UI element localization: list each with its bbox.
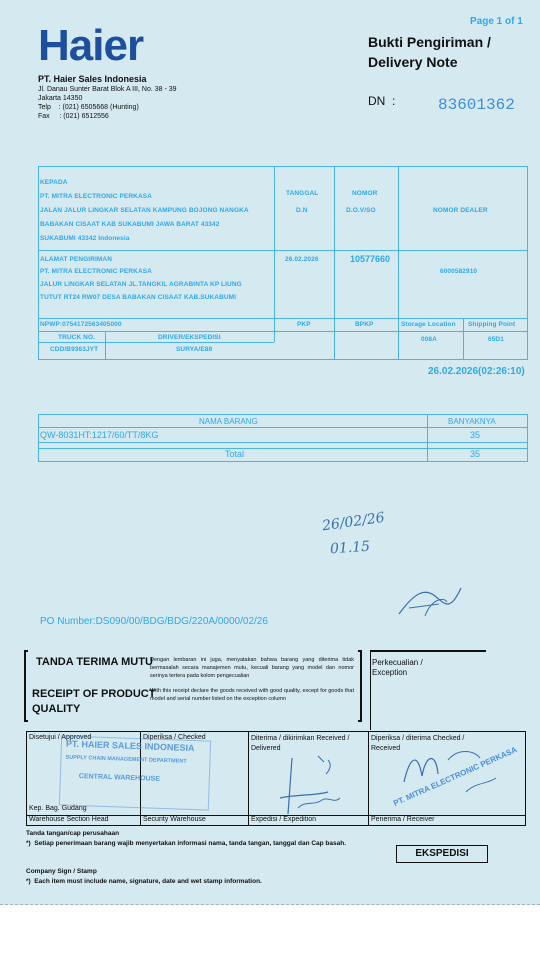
npwp: NPWP:0754172563405000 — [40, 321, 122, 328]
company-address-2: Jakarta 14350 — [38, 95, 83, 102]
haier-logo: Haier — [38, 21, 144, 70]
do-number: 10577660 — [350, 254, 391, 264]
receiver-company-stamp: PT. MITRA ELECTRONIC PERKASA — [391, 745, 519, 808]
signature-scribble — [395, 582, 465, 622]
company-fax: Fax : (021) 6512556 — [38, 113, 109, 120]
col-nama-barang: NAMA BARANG — [199, 417, 258, 426]
page-indicator: Page 1 of 1 — [470, 16, 523, 27]
dealer-label: NOMOR DEALER — [433, 207, 488, 214]
handwritten-date: 26/02/26 — [321, 509, 386, 535]
shipping-value: 65D1 — [488, 336, 504, 343]
checked-label: Diperiksa / Checked — [143, 734, 206, 741]
total-qty: 35 — [470, 449, 481, 459]
kepada-address-1: JALAN JALUR LINGKAR SELATAN KAMPUNG BOJONG NANGKA — [40, 207, 249, 214]
warehouse-head-label-2: Warehouse Section Head — [29, 816, 109, 823]
receipt-title-en-1: RECEIPT OF PRODUCT — [32, 688, 156, 700]
haier-warehouse-stamp: PT. HAIER SALES INDONESIA SUPPLY CHAIN MANAGEMENT DEPARTMENT CENTRAL WAREHOUSE — [59, 735, 211, 810]
receiver-label: Penerima / Receiver — [371, 816, 435, 823]
footer-note-2-text: *) Each item must include name, signature, date and wet stamp information. — [26, 878, 262, 885]
driver-label: DRIVER/EKSPEDISI — [158, 334, 221, 341]
company-name: PT. Haier Sales Indonesia — [38, 74, 147, 84]
storage-label: Storage Location — [401, 321, 456, 328]
alamat-name: PT. MITRA ELECTRONIC PERKASA — [40, 268, 152, 275]
footer-note-2-title: Company Sign / Stamp — [26, 868, 97, 875]
kepada-address-3: SUKABUMI 43342 Indonesia — [40, 235, 130, 242]
doc-title-line1: Bukti Pengiriman / — [368, 34, 491, 50]
doc-title-line2: Delivery Note — [368, 54, 458, 70]
tanggal-label: TANGGAL — [286, 190, 319, 197]
ekspedisi-box: EKSPEDISI — [396, 845, 488, 863]
company-address-1: Jl. Danau Sunter Barat Blok A III, No. 38 - 39 — [38, 86, 177, 93]
alamat-label: ALAMAT PENGIRIMAN — [40, 256, 112, 263]
receipt-text-id: Dengan lembaran ini juga, menyatakan bahwa barang yang diterima tidak bermasalah secara manajemen mutu, kecuali barang yang model dan nomor serinya tertera pada kolom pengecualian — [150, 657, 354, 679]
truck-value: CDD/B9363JYT — [50, 346, 99, 353]
dn-label: DN : — [368, 94, 396, 108]
shipping-label: Shipping Point — [468, 321, 516, 328]
receiver-signature — [396, 742, 506, 812]
warehouse-head-label-1: Kep. Bag. Gudang — [29, 805, 87, 812]
nomor-label: NOMOR — [352, 190, 378, 197]
company-phone: Telp : (021) 6505668 (Hunting) — [38, 104, 139, 111]
dn-number: 83601362 — [438, 96, 515, 114]
receipt-text-en: With this receipt declare the goods received with good quality, except for goods that model and serial number listed on the exception column — [150, 688, 354, 702]
exception-label: Perkecualian / Exception — [372, 658, 423, 677]
expedition-label: Expedisi / Expedition — [251, 816, 316, 823]
kepada-name: PT. MITRA ELECTRONIC PERKASA — [40, 193, 152, 200]
item-row-name: QW-8031HT:1217/60/TT/8KG — [40, 430, 159, 440]
delivery-date: 26.02.2026 — [285, 256, 319, 263]
kepada-address-2: BABAKAN CISAAT KAB SUKABUMI JAWA BARAT 43342 — [40, 221, 220, 228]
alamat-address-2: TUTUT RT24 RW07 DESA BABAKAN CISAAT KAB.SUKABUMI — [40, 294, 237, 301]
checked-received-label: Diperiksa / diterima Checked / Received — [371, 735, 465, 752]
receipt-title-id: TANDA TERIMA MUTU — [36, 656, 153, 668]
receipt-title-en-2: QUALITY — [32, 703, 81, 715]
storage-value: 008A — [421, 336, 437, 343]
pkp-label: PKP — [297, 321, 311, 328]
total-label: Total — [225, 449, 245, 459]
bpkp-label: BPKP — [355, 321, 374, 328]
approved-label: Disetujui / Approved — [29, 734, 92, 741]
driver-value: SURYA/E88 — [176, 346, 213, 353]
po-number: PO Number:DS090/00/BDG/BDG/220A/0000/02/26 — [40, 616, 268, 627]
alamat-address-1: JALUR LINGKAR SELATAN JL.TANGKIL AGRABINTA KP LIUNG — [40, 281, 242, 288]
security-warehouse-label: Security Warehouse — [143, 816, 206, 823]
handwritten-time: 01.15 — [329, 538, 371, 558]
footer-note-1-text: *) Setiap penerimaan barang wajib menyertakan informasi nama, tanda tangan, tanggal dan Cap basah. — [26, 840, 347, 847]
received-delivered-label: Diterima / dikirimkan Received / Delivered — [251, 735, 350, 752]
footer-note-1-title: Tanda tangan/cap perusahaan — [26, 830, 120, 837]
print-timestamp: 26.02.2026(02:26:10) — [428, 366, 525, 377]
expedition-signature — [258, 748, 358, 818]
kepada-label: KEPADA — [40, 179, 68, 186]
nomor-sub: D.O.V/SO — [346, 207, 376, 214]
col-banyaknya: BANYAKNYA — [448, 417, 496, 426]
dealer-number: 6000582910 — [440, 268, 478, 275]
truck-label: TRUCK NO. — [58, 334, 96, 341]
item-row-qty: 35 — [470, 430, 481, 440]
tanggal-sub: D.N — [296, 207, 308, 214]
